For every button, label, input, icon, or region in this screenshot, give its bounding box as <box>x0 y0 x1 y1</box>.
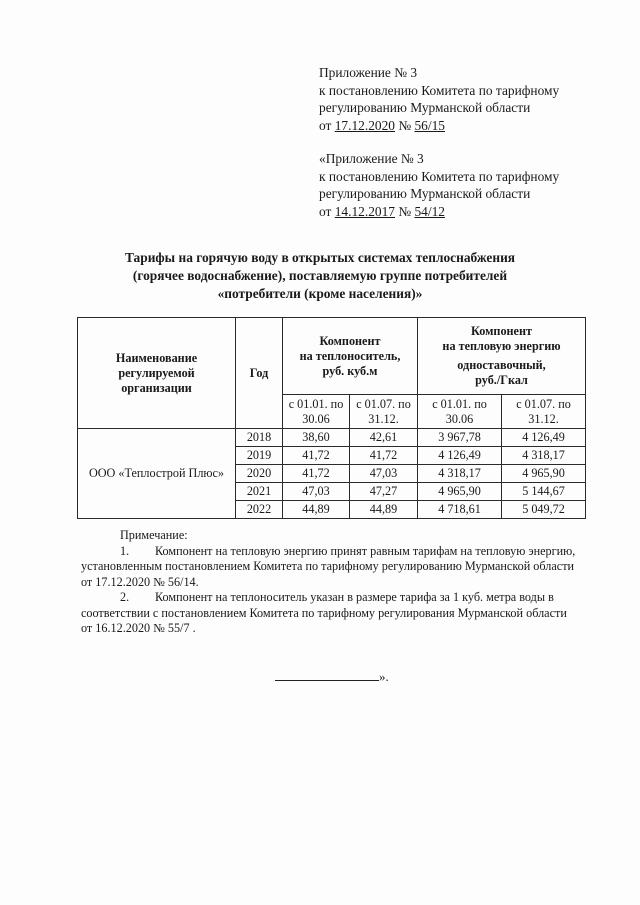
cell-energy-h2: 5 049,72 <box>502 501 586 519</box>
appendix-header-previous <box>319 150 559 220</box>
date-prefix: от <box>319 203 335 219</box>
note-item: 2. Компонент на теплоноситель указан в размере тарифа за 1 куб. метра воды в <box>120 590 554 604</box>
cell-energy-h1: 4 318,17 <box>418 465 502 483</box>
document-title <box>60 249 580 303</box>
cell-energy-h2: 5 144,67 <box>502 483 586 501</box>
cell-energy-h1: 3 967,78 <box>418 429 502 447</box>
title-line: Тарифы на горячую воду в открытых системах теплоснабжения <box>124 250 516 265</box>
notes-heading: Примечание: <box>120 528 188 542</box>
header-period-h2: с 01.07. по 31.12. <box>350 395 418 429</box>
appendix-header-current <box>319 64 559 134</box>
cell-year: 2019 <box>236 447 283 465</box>
resolution-date: 14.12.2017 <box>334 203 395 219</box>
header-period-h1: с 01.01. по 30.06 <box>418 395 502 429</box>
organization-name: ООО «Теплострой Плюс» <box>78 429 236 519</box>
resolution-number: 54/12 <box>414 203 445 219</box>
appendix-title: Приложение № 3 <box>319 65 418 80</box>
closing-rule <box>275 668 379 681</box>
note-line: соответствии с постановлением Комитета по тарифному регулирования Мурманской области <box>81 605 567 620</box>
cell-coolant-h2: 42,61 <box>350 429 418 447</box>
resolution-date: 17.12.2020 <box>334 117 395 133</box>
note-line: от 16.12.2020 № 55/7 . <box>81 621 196 635</box>
appendix-date-line <box>319 117 559 135</box>
appendix-line: к постановлению Комитета по тарифному <box>319 82 560 98</box>
tariff-table <box>77 317 586 519</box>
title-line: «потребители (кроме населения)» <box>217 286 423 301</box>
appendix-line: регулированию Мурманской области <box>319 186 531 201</box>
cell-coolant-h2: 41,72 <box>350 447 418 465</box>
number-prefix: № <box>394 117 415 133</box>
cell-coolant-h1: 38,60 <box>283 429 350 447</box>
table-row <box>78 429 586 447</box>
header-period-h2: с 01.07. по 31.12. <box>502 395 586 429</box>
cell-energy-h2: 4 318,17 <box>502 447 586 465</box>
notes-section <box>81 528 601 637</box>
appendix-title: «Приложение № 3 <box>319 151 424 166</box>
closing-quote: ». <box>379 669 389 684</box>
resolution-number: 56/15 <box>414 117 445 133</box>
table-header-row <box>78 318 586 395</box>
note-item: 1. Компонент на тепловую энергию принят равным тарифам на тепловую энергию, <box>120 543 576 558</box>
note-line: от 17.12.2020 № 56/14. <box>81 574 199 589</box>
cell-year: 2018 <box>236 429 283 447</box>
cell-coolant-h2: 47,27 <box>350 483 418 501</box>
header-energy-component: Компонент на тепловую энергию одноставочный, руб./Гкал <box>418 318 586 395</box>
cell-energy-h2: 4 965,90 <box>502 465 586 483</box>
cell-coolant-h1: 41,72 <box>283 465 350 483</box>
cell-energy-h1: 4 965,90 <box>418 483 502 501</box>
cell-coolant-h1: 47,03 <box>283 483 350 501</box>
appendix-date-line <box>319 203 559 221</box>
closing-line <box>275 668 389 685</box>
appendix-line: к постановлению Комитета по тарифному <box>319 168 560 184</box>
cell-energy-h1: 4 126,49 <box>418 447 502 465</box>
note-line: установленным постановлением Комитета по тарифному регулированию Мурманской области <box>81 559 575 573</box>
cell-year: 2021 <box>236 483 283 501</box>
appendix-line: регулированию Мурманской области <box>319 100 531 115</box>
cell-coolant-h2: 47,03 <box>350 465 418 483</box>
cell-energy-h1: 4 718,61 <box>418 501 502 519</box>
cell-coolant-h1: 44,89 <box>283 501 350 519</box>
cell-year: 2022 <box>236 501 283 519</box>
header-organization: Наименование регулируемой организации <box>78 318 236 429</box>
cell-coolant-h1: 41,72 <box>283 447 350 465</box>
date-prefix: от <box>319 117 335 133</box>
cell-coolant-h2: 44,89 <box>350 501 418 519</box>
cell-year: 2020 <box>236 465 283 483</box>
number-prefix: № <box>394 203 415 219</box>
title-line: (горячее водоснабжение), поставляемую группе потребителей <box>132 268 508 283</box>
header-period-h1: с 01.01. по 30.06 <box>283 395 350 429</box>
cell-energy-h2: 4 126,49 <box>502 429 586 447</box>
header-year: Год <box>236 318 283 429</box>
header-coolant-component: Компонент на теплоноситель, руб. куб.м <box>283 318 418 395</box>
